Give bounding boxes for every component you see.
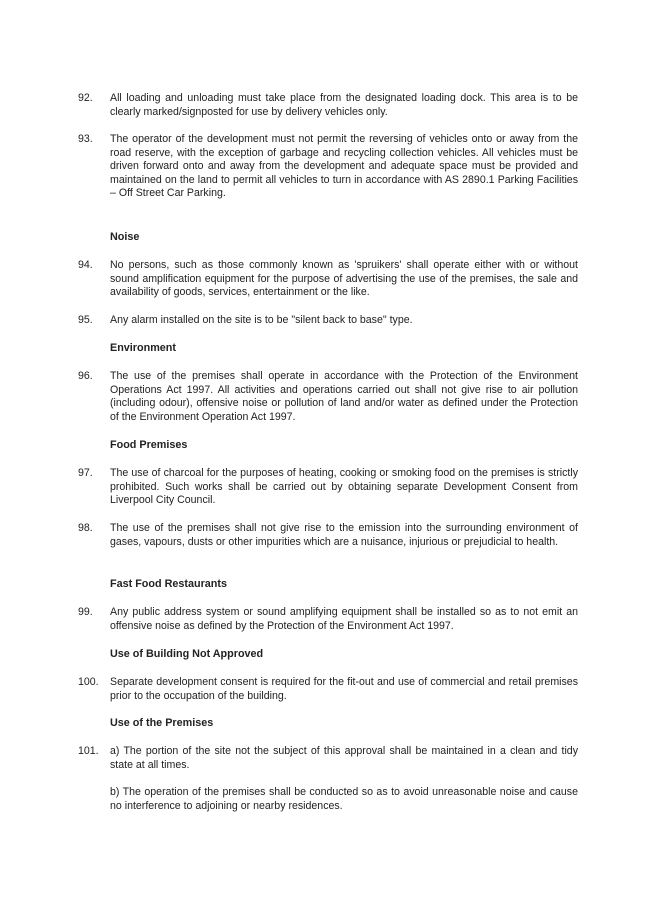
condition-text: No persons, such as those commonly known as 'spruikers' shall operate either with or without sound amplification equipment for the purpose of advertising the use of the premises, the sale and availability of goods, services, entertainment or the like. xyxy=(110,259,578,299)
condition-text: Any alarm installed on the site is to be "silent back to base" type. xyxy=(110,314,413,326)
condition-93 xyxy=(78,133,578,201)
condition-number: 96. xyxy=(78,370,93,382)
condition-98 xyxy=(78,522,578,549)
condition-text-b: b) The operation of the premises shall be conducted so as to avoid unreasonable noise and cause no interference to adjoining or nearby residences. xyxy=(110,786,578,812)
condition-text: The use of charcoal for the purposes of heating, cooking or smoking food on the premises is strictly prohibited. Such works shall be carried out by obtaining separate Development Consent from Liverpool City Council. xyxy=(110,467,578,507)
condition-number: 95. xyxy=(78,314,93,326)
condition-101 xyxy=(78,745,578,813)
section-heading-use-of-premises: Use of the Premises xyxy=(110,717,214,729)
condition-number: 101. xyxy=(78,745,99,757)
condition-text: The use of the premises shall not give rise to the emission into the surrounding environment of gases, vapours, dusts or other impurities which are a nuisance, injurious or prejudicial to health. xyxy=(110,522,578,548)
condition-text: The use of the premises shall operate in accordance with the Protection of the Environment Operations Act 1997. All activities and operations carried out shall not give rise to air pollution (including odour), offensive noise or pollution of land and/or water as defined under the Protection of the Environment Operation Act 1997. xyxy=(110,370,578,423)
condition-99 xyxy=(78,606,578,633)
condition-number: 92. xyxy=(78,92,93,104)
condition-96 xyxy=(78,370,578,424)
condition-100 xyxy=(78,676,578,703)
condition-number: 93. xyxy=(78,133,93,145)
condition-text-a: a) The portion of the site not the subject of this approval shall be maintained in a clean and tidy state at all times. xyxy=(110,745,578,771)
section-heading-noise: Noise xyxy=(110,231,140,243)
section-heading-food-premises: Food Premises xyxy=(110,439,188,451)
condition-text: Separate development consent is required for the fit-out and use of commercial and retail premises prior to the occupation of the building. xyxy=(110,676,578,702)
condition-95 xyxy=(78,314,578,328)
condition-number: 97. xyxy=(78,467,93,479)
section-heading-fast-food: Fast Food Restaurants xyxy=(110,578,227,590)
condition-number: 94. xyxy=(78,259,93,271)
section-heading-environment: Environment xyxy=(110,342,176,354)
condition-text: The operator of the development must not permit the reversing of vehicles onto or away from the road reserve, with the exception of garbage and recycling collection vehicles. All vehicles must be driven forward onto and away from the development and adequate space must be provided and maintained on the land to permit all vehicles to turn in accordance with AS 2890.1 Parking Facilities – Off Street Car Parking. xyxy=(110,133,578,200)
condition-92 xyxy=(78,92,578,119)
condition-text: Any public address system or sound amplifying equipment shall be installed so as to not emit an offensive noise as defined by the Protection of the Environment Act 1997. xyxy=(110,606,578,632)
condition-97 xyxy=(78,467,578,508)
condition-number: 99. xyxy=(78,606,93,618)
condition-94 xyxy=(78,259,578,300)
condition-text: All loading and unloading must take place from the designated loading dock. This area is to be clearly marked/signposted for use by delivery vehicles only. xyxy=(110,92,578,118)
section-heading-use-of-building: Use of Building Not Approved xyxy=(110,648,264,660)
condition-number: 100. xyxy=(78,676,99,688)
condition-number: 98. xyxy=(78,522,93,534)
